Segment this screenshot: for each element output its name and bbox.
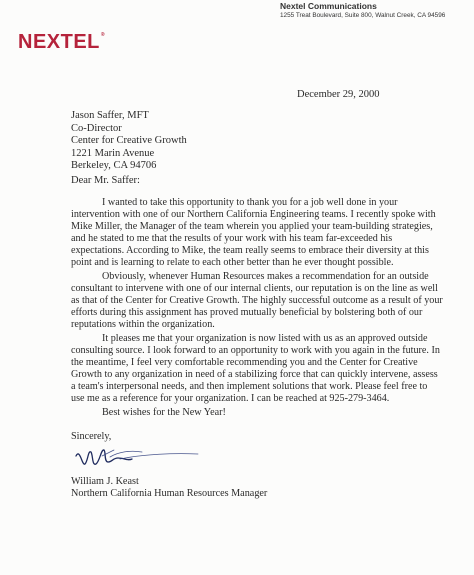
signer-block (71, 476, 267, 499)
company-address: 1255 Treat Boulevard, Suite 800, Walnut Creek, CA 94596 (280, 12, 446, 19)
recipient-title: Co-Director (71, 122, 122, 134)
body-paragraph-1: I wanted to take this opportunity to thank you for a job well done in your intervention with one of our Northern California Engineering teams. I recently spoke with Mike Miller, the Manager of the team wherein you applied your team-building strategies, and he stated to me that the results of your work with his team far-exceeded his expectations. According to Mike, the team really seems to embrace their diversity at this point and is learning to relate to each other better than he ever thought possible. (71, 197, 436, 268)
nextel-logo (18, 31, 105, 54)
signer-name: William J. Keast (71, 476, 139, 487)
logo-text: NEXTEL (18, 31, 100, 53)
closing: Sincerely, (71, 431, 112, 442)
new-year-wishes: Best wishes for the New Year! (102, 407, 226, 418)
handwritten-signature (74, 440, 204, 476)
body-paragraph-3: It pleases me that your organization is now listed with us as an approved outside consulting source. I look forward to an opportunity to work with you again in the future. In the meantime, I feel very comfortable recommending you and the Center for Creative Growth to any organization in need of a stabilizing force that can quickly intervene, assess a team's interpersonal needs, and then implement solutions that work. Please feel free to use me as a reference for your organization. I can be reached at 925-279-3464. (71, 333, 440, 404)
salutation: Dear Mr. Saffer: (71, 175, 140, 186)
recipient-address (71, 110, 187, 173)
registered-mark: ® (100, 32, 106, 38)
body-paragraph-2: Obviously, whenever Human Resources makes a recommendation for an outside consultant to intervene with one of our internal clients, our reputation is on the line as well as that of the Center for Creative Growth. The highly successful outcome as a result of your efforts during this assignment has proved mutually beneficial by bolstering both of our reputations within the organization. (71, 271, 443, 330)
signer-title: Northern California Human Resources Manager (71, 487, 268, 499)
letter-date: December 29, 2000 (297, 89, 380, 100)
recipient-organization: Center for Creative Growth (71, 135, 187, 146)
recipient-street: 1221 Marin Avenue (71, 147, 155, 159)
recipient-name: Jason Saffer, MFT (71, 110, 149, 121)
company-name: Nextel Communications (280, 1, 377, 11)
recipient-city: Berkeley, CA 94706 (71, 160, 157, 171)
letterhead (280, 1, 445, 21)
